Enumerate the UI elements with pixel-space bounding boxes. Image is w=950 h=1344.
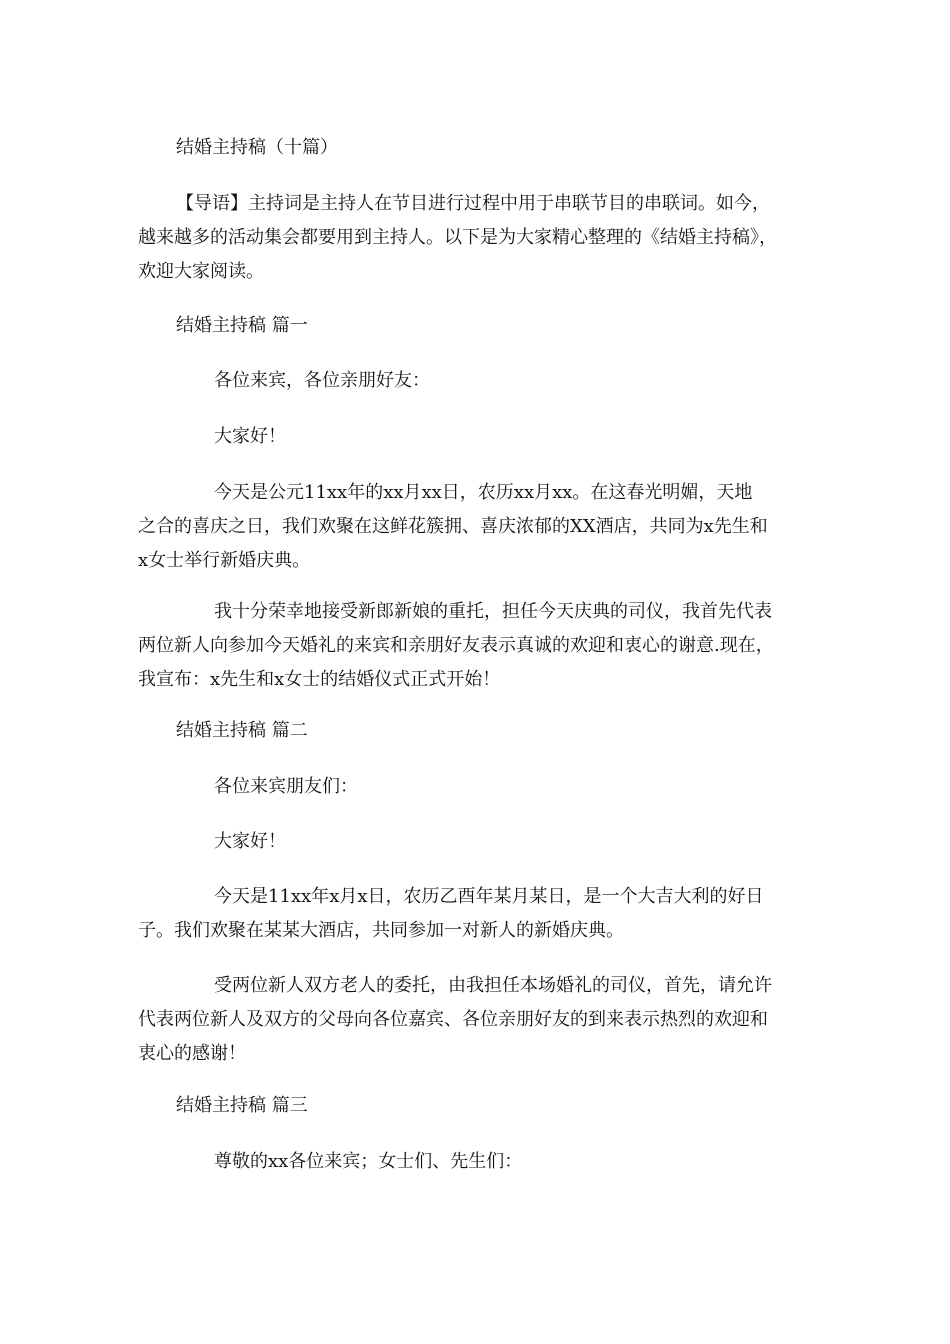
intro-line-2: 越来越多的活动集会都要用到主持人。以下是为大家精心整理的《结婚主持稿》， [138,227,777,248]
section-1-p1-line-2: 之合的喜庆之日，我们欢聚在这鲜花簇拥、喜庆浓郁的XX酒店，共同为x先生和 [138,516,768,537]
document-title: 结婚主持稿（十篇） [176,137,338,158]
section-2-p2-line-2: 代表两位新人及双方的父母向各位嘉宾、各位亲朋好友的到来表示热烈的欢迎和 [138,1009,768,1030]
section-1-p1-line-1: 今天是公元11xx年的xx月xx日，农历xx月xx。在这春光明媚，天地 [214,482,753,503]
section-2-p1-line-2: 子。我们欢聚在某某大酒店，共同参加一对新人的新婚庆典。 [138,920,624,941]
section-2-greeting: 各位来宾朋友们： [214,776,358,797]
section-3-greeting: 尊敬的xx各位来宾；女士们、先生们： [214,1151,523,1172]
section-1-heading: 结婚主持稿 篇一 [176,315,308,336]
section-3-heading: 结婚主持稿 篇三 [176,1095,308,1116]
section-2-heading: 结婚主持稿 篇二 [176,720,308,741]
section-2-hello: 大家好！ [214,831,286,852]
section-2-p2-line-3: 衷心的感谢！ [138,1043,246,1064]
section-1-p2-line-3: 我宣布：x先生和x女士的结婚仪式正式开始！ [138,669,501,690]
section-1-p2-line-2: 两位新人向参加今天婚礼的来宾和亲朋好友表示真诚的欢迎和衷心的谢意.现在， [138,635,774,656]
section-1-greeting: 各位来宾，各位亲朋好友： [214,370,430,391]
section-1-p1-line-3: x女士举行新婚庆典。 [138,550,311,571]
section-2-p2-line-1: 受两位新人双方老人的委托，由我担任本场婚礼的司仪，首先，请允许 [214,975,772,996]
intro-line-1: 【导语】主持词是主持人在节目进行过程中用于串联节目的串联词。如今， [176,193,770,214]
intro-line-3: 欢迎大家阅读。 [138,261,264,282]
section-1-hello: 大家好！ [214,426,286,447]
section-2-p1-line-1: 今天是11xx年x月x日，农历乙酉年某月某日，是一个大吉大利的好日 [214,886,764,907]
section-1-p2-line-1: 我十分荣幸地接受新郎新娘的重托，担任今天庆典的司仪，我首先代表 [214,601,772,622]
